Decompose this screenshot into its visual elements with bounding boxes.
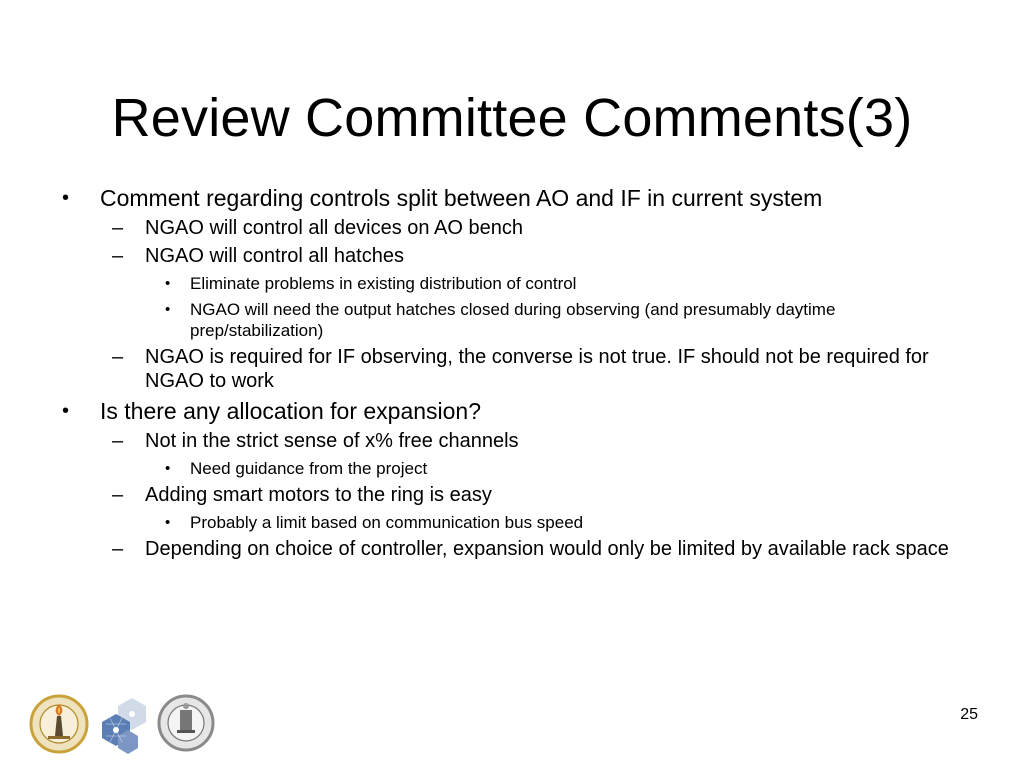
bullet-item-l1 [62, 397, 962, 425]
bullet-marker: • [62, 400, 70, 422]
bullet-text: Comment regarding controls split between AO and IF in current system [100, 185, 823, 211]
caltech-seal-logo [31, 696, 87, 752]
dash-marker: – [112, 217, 124, 239]
bullet-marker: • [165, 514, 171, 531]
bullet-marker: • [165, 275, 171, 292]
bullet-text: Need guidance from the project [190, 459, 428, 478]
dash-marker: – [112, 484, 124, 506]
dash-marker: – [112, 430, 124, 452]
page-number: 25 [960, 706, 978, 723]
bullet-text: Adding smart motors to the ring is easy [145, 484, 492, 506]
bullet-list [62, 180, 962, 561]
uc-seal-logo [159, 696, 213, 750]
bullet-item-l1 [62, 184, 962, 212]
bullet-text: Eliminate problems in existing distribution of control [190, 274, 577, 293]
bullet-text: Not in the strict sense of x% free channels [145, 430, 519, 452]
bullet-item-l2 [62, 537, 962, 561]
bullet-marker: • [165, 460, 171, 477]
bullet-text: NGAO will control all hatches [145, 245, 404, 267]
bullet-marker: • [165, 301, 171, 318]
bullet-item-l3 [62, 512, 962, 533]
bullet-text: NGAO will need the output hatches closed during observing (and presumably daytime prep/stabilization) [190, 300, 836, 340]
bullet-marker: • [62, 187, 70, 209]
bullet-item-l3 [62, 458, 962, 479]
footer-logos [28, 692, 218, 754]
bullet-text: Depending on choice of controller, expansion would only be limited by available rack space [145, 538, 949, 560]
bullet-item-l2 [62, 345, 962, 393]
dash-marker: – [112, 346, 124, 368]
dash-marker: – [112, 245, 124, 267]
bullet-text: NGAO is required for IF observing, the converse is not true. IF should not be required for NGAO to work [145, 346, 929, 392]
bullet-text: NGAO will control all devices on AO bench [145, 217, 523, 239]
slide-title: Review Committee Comments(3) [111, 88, 913, 148]
bullet-text: Is there any allocation for expansion? [100, 398, 482, 424]
bullet-item-l2 [62, 429, 962, 453]
bullet-item-l3 [62, 299, 962, 341]
logos-graphic [28, 692, 218, 754]
bullet-item-l2 [62, 216, 962, 240]
bullet-item-l2 [62, 244, 962, 268]
bullet-item-l3 [62, 273, 962, 294]
bullet-item-l2 [62, 483, 962, 507]
keck-mirror-logo [102, 698, 146, 754]
bullet-text: Probably a limit based on communication bus speed [190, 513, 584, 532]
dash-marker: – [112, 538, 124, 560]
